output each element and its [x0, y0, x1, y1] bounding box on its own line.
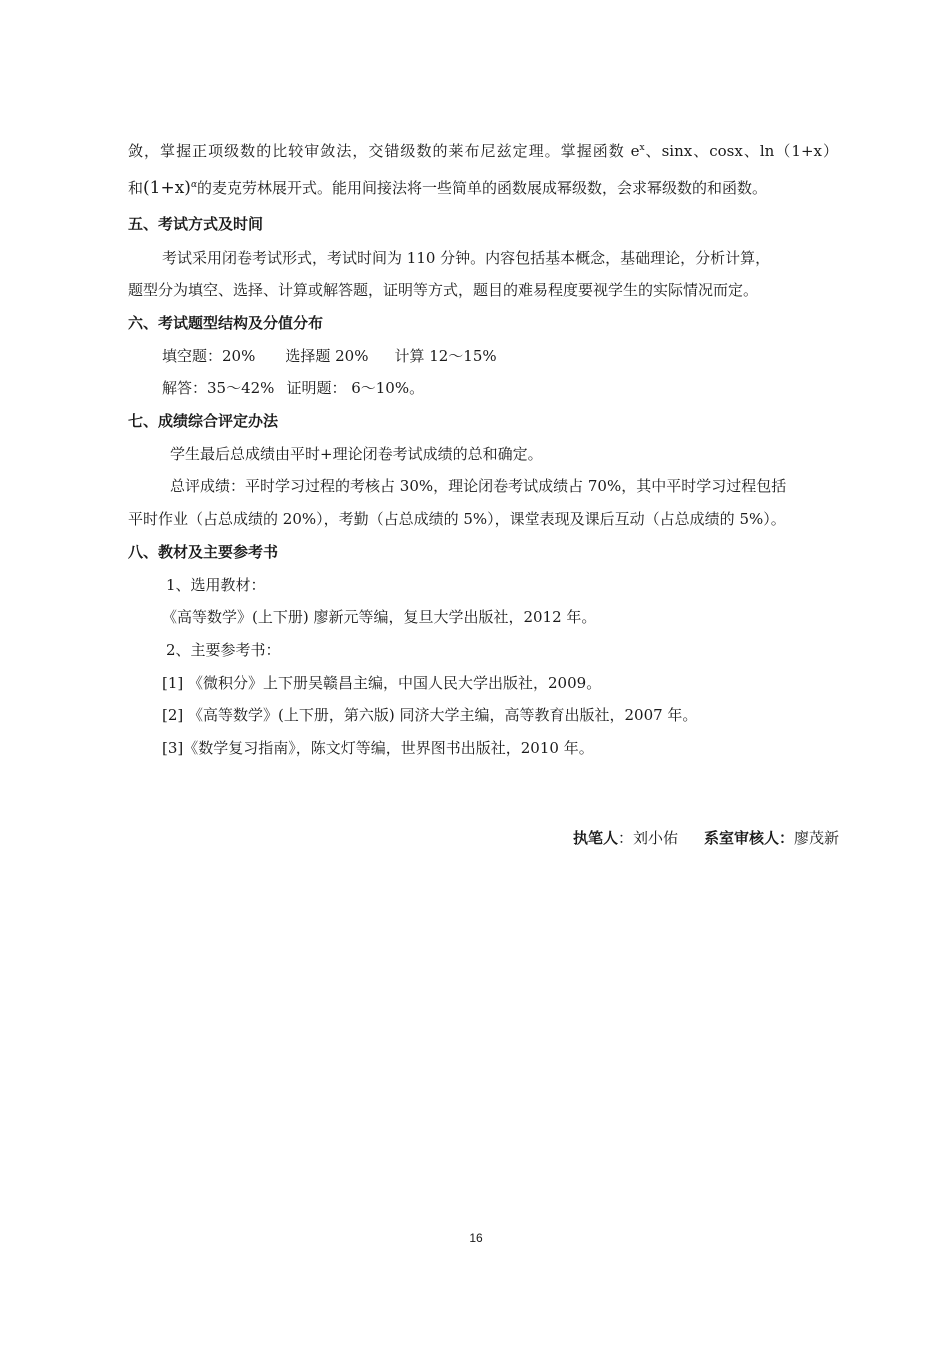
section-8-sub-2: 2、主要参考书： — [166, 641, 281, 659]
section-6-heading: 六、考试题型结构及分值分布 — [128, 314, 324, 332]
signature-line — [573, 828, 839, 848]
section-8-textbook: 《高等数学》(上下册) 廖新元等编，复旦大学出版社，2012 年。 — [162, 608, 597, 626]
section-5-heading: 五、考试方式及时间 — [128, 215, 264, 233]
section-7-heading: 七、成绩综合评定办法 — [128, 412, 279, 430]
section-5-line-1: 考试采用闭卷考试形式，考试时间为 110 分钟。内容包括基本概念，基础理论，分析计算， — [162, 249, 771, 267]
para-top-line-1: 敛，掌握正项级数的比较审敛法，交错级数的莱布尼兹定理。掌握函数 $e^x$、sinx、cosx、ln（1+x） — [128, 142, 838, 160]
reference-item-1: [1] 《微积分》上下册吴赣昌主编，中国人民大学出版社，2009。 — [162, 674, 602, 692]
reference-item-3: [3]《数学复习指南》，陈文灯等编，世界图书出版社，2010 年。 — [162, 739, 594, 757]
writer-name: ：刘小佑 — [617, 829, 678, 847]
section-6-line-1: 填空题：20% 选择题 20% 计算 12～15% — [162, 347, 497, 365]
writer-label: 执笔人 — [572, 829, 618, 847]
section-8-sub-1: 1、选用教材： — [166, 576, 266, 594]
section-6-line-2: 解答：35～42% 证明题： 6～10%。 — [162, 379, 425, 397]
reviewer-label: 系室审核人： — [703, 829, 794, 847]
reviewer-name: 廖茂新 — [793, 829, 839, 847]
page-number: 16 — [469, 1231, 483, 1245]
section-7-line-2: 总评成绩：平时学习过程的考核占 30%，理论闭卷考试成绩占 70%，其中平时学习过程包括 — [170, 477, 787, 495]
formula: $(1+x)^\alpha$ — [143, 178, 198, 198]
section-7-line-3: 平时作业（占总成绩的 20%），考勤（占总成绩的 5%），课堂表现及课后互动（占总成绩的 5%）。 — [128, 510, 786, 528]
reference-item-2: [2] 《高等数学》(上下册，第六版) 同济大学主编，高等教育出版社，2007 年。 — [162, 706, 698, 724]
section-8-heading: 八、教材及主要参考书 — [128, 543, 279, 561]
para-top-line-2: 和$(1+x)^\alpha$的麦克劳林展开式。能用间接法将一些简单的函数展成幂级数，会求幂级数的和函数。 — [128, 178, 768, 198]
section-5-line-2: 题型分为填空、选择、计算或解答题，证明等方式，题目的难易程度要视学生的实际情况而定。 — [128, 281, 759, 299]
section-7-line-1: 学生最后总成绩由平时+理论闭卷考试成绩的总和确定。 — [170, 445, 543, 463]
